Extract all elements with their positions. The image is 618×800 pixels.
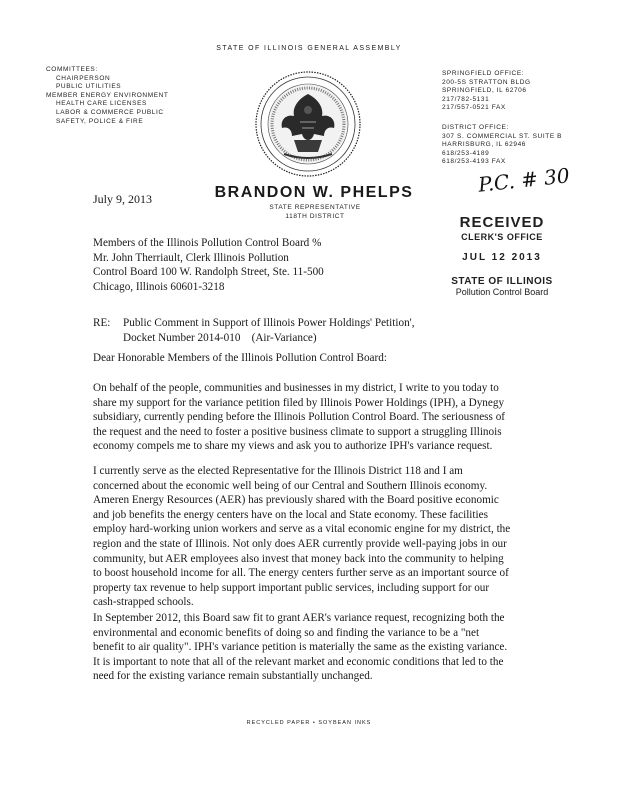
paragraph-line: and job benefits the energy centers have on the local and State economy. These facilities — [93, 508, 488, 521]
body-paragraph-2 — [93, 464, 525, 610]
district-office-line: HARRISBURG, IL 62946 — [442, 141, 527, 149]
paragraph-line: community, but AER employees also invest that money back into the community to helping — [93, 552, 504, 565]
address-line: Chicago, Illinois 60601-3218 — [93, 280, 225, 293]
paragraph-line: It is important to note that all of the relevant market and economic conditions that led to the — [93, 655, 504, 668]
paragraph-line: Ameren Energy Resources (AER) has previously shared with the Board positive economic — [93, 494, 499, 507]
stamp-state: STATE OF ILLINOIS — [451, 276, 553, 287]
district-office-line: 307 S. COMMERCIAL ST. SUITE B — [442, 132, 563, 140]
representative-name: BRANDON W. PHELPS — [214, 184, 414, 201]
paragraph-line: cash-strapped schools. — [93, 596, 194, 609]
committees-block — [46, 66, 216, 126]
letter-date: July 9, 2013 — [93, 192, 153, 206]
committees-title: COMMITTEES: — [46, 66, 98, 73]
paragraph-line: benefit to air quality". IPH's variance petition is materially the same as the existing variance. — [93, 641, 508, 654]
paragraph-line: property tax revenue to help support important public services, including support for our — [93, 581, 490, 594]
subject-text-line: Public Comment in Support of Illinois Power Holdings' Petition', — [123, 317, 415, 329]
paragraph-line: region and the state of Illinois. Not only does AER currently provide well-paying jobs in our — [93, 537, 507, 550]
body-paragraph-3 — [93, 611, 525, 684]
handwritten-note: P.C. # 30 — [476, 163, 571, 197]
subject-text-line: Docket Number 2014-010 (Air-Variance) — [123, 331, 317, 344]
representative-title: STATE REPRESENTATIVE — [269, 204, 361, 211]
springfield-office-line: SPRINGFIELD, IL 62706 — [442, 87, 527, 95]
paragraph-line: On behalf of the people, communities and businesses in my district, I write to you today to — [93, 382, 499, 394]
springfield-office-line: 217/782-5131 — [442, 95, 490, 103]
stamp-date: JUL 12 2013 — [462, 252, 542, 263]
paragraph-line: economy compels me to share my views and ask you to authorize IPH's variance request. — [93, 440, 493, 453]
paragraph-line: concerned about the economic well being of our Central and Southern Illinois economy. — [93, 479, 488, 492]
paragraph-line: In September 2012, this Board saw fit to grant AER's variance request, recognizing both the — [93, 612, 505, 624]
recipient-address — [93, 236, 324, 294]
committee-item: PUBLIC UTILITIES — [56, 83, 122, 91]
address-line: Control Board 100 W. Randolph Street, Ste. 11-500 — [93, 266, 324, 278]
subject-label: RE: — [93, 317, 111, 329]
paragraph-line: share my support for the variance petition filed by Illinois Power Holdings (IPH), a Dynegy — [93, 396, 505, 409]
district-office-line: 618/253-4193 FAX — [442, 158, 506, 166]
paragraph-line: subsidiary, currently pending before the Illinois Pollution Control Board. The seriousness of — [93, 411, 506, 424]
address-line: Mr. John Therriault, Clerk Illinois Pollution — [93, 251, 289, 264]
received-stamp — [432, 214, 572, 297]
state-seal-icon — [254, 70, 362, 178]
springfield-office-block — [442, 70, 602, 113]
committee-item: HEALTH CARE LICENSES — [56, 100, 147, 108]
district-office-title: DISTRICT OFFICE: — [442, 124, 509, 131]
district-office-line: 618/253-4189 — [442, 149, 490, 157]
salutation: Dear Honorable Members of the Illinois Pollution Control Board: — [93, 352, 387, 364]
paragraph-line: employ hard-working union workers and serve as a vital economic engine for my district, the — [93, 523, 511, 536]
paragraph-line: I currently serve as the elected Representative for the Illinois District 118 and I am — [93, 465, 463, 477]
paragraph-line: need for the existing variance remain substantially unchanged. — [93, 670, 373, 683]
stamp-received: RECEIVED — [459, 214, 545, 231]
stamp-office: CLERK'S OFFICE — [461, 232, 543, 242]
stamp-board: Pollution Control Board — [455, 287, 549, 297]
springfield-office-title: SPRINGFIELD OFFICE: — [442, 70, 525, 77]
assembly-heading: STATE OF ILLINOIS GENERAL ASSEMBLY — [216, 45, 402, 52]
committee-item: LABOR & COMMERCE PUBLIC — [56, 108, 164, 116]
committee-item: CHAIRPERSON — [56, 74, 111, 82]
committee-item: MEMBER ENERGY ENVIRONMENT — [46, 91, 169, 99]
paragraph-line: to boost household income for all. The energy centers further serve as an important source of — [93, 567, 509, 580]
address-line: Members of the Illinois Pollution Control Board % — [93, 237, 322, 249]
paragraph-line: the request and the need to foster a positive business climate to support a struggling Illinois — [93, 425, 502, 438]
representative-district: 118TH DISTRICT — [285, 212, 345, 220]
committee-item: SAFETY, POLICE & FIRE — [56, 117, 144, 125]
paragraph-line: environmental and economic benefits of doing so and finding the variance to be a "net — [93, 626, 480, 639]
body-paragraph-1 — [93, 381, 525, 454]
springfield-office-line: 200-5S STRATTON BLDG — [442, 78, 531, 86]
district-office-block — [442, 124, 602, 167]
springfield-office-line: 217/557-0521 FAX — [442, 104, 506, 112]
subject-text — [123, 316, 415, 345]
footer-note: RECYCLED PAPER • SOYBEAN INKS — [246, 720, 372, 726]
